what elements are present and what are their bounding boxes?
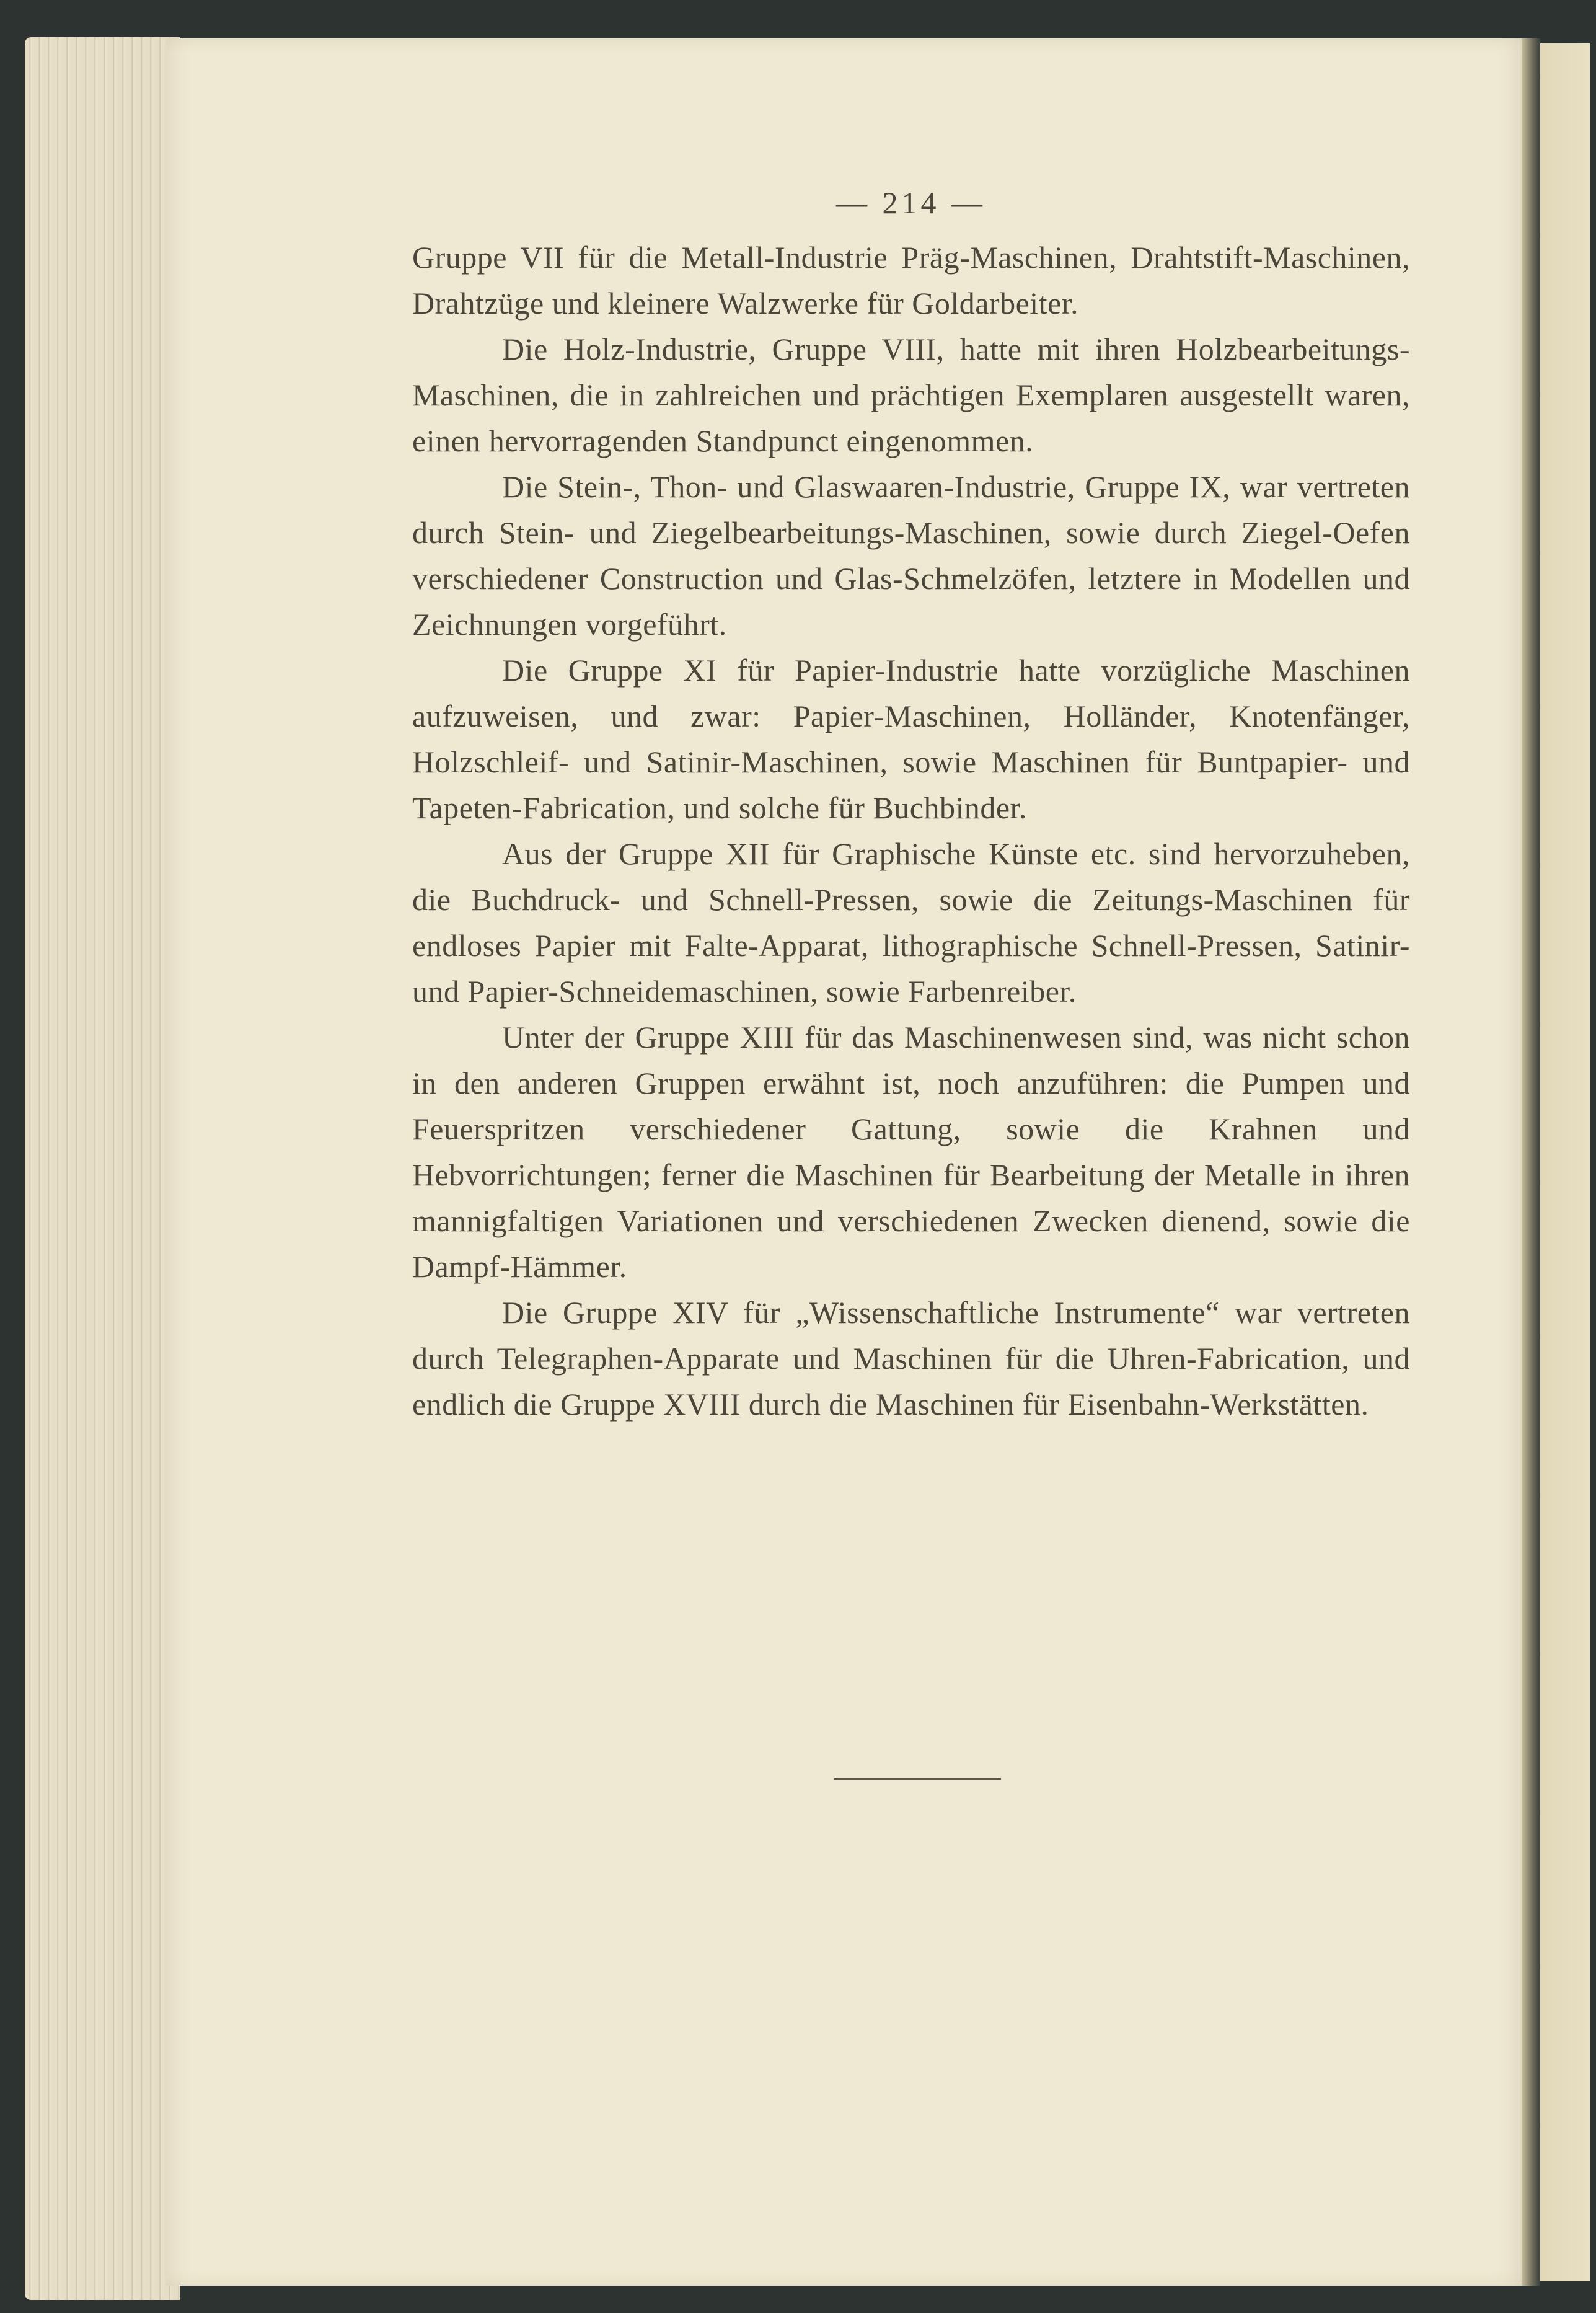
page-number: — 214 —	[836, 185, 986, 220]
paragraph-7: Die Gruppe XIV für „Wissenschaftliche Instrumente“ war vertreten durch Telegraphen-Apparate und Maschinen für die Uhren-Fabrication, und endlich die Gruppe XVIII durch die Maschinen für Eisenbahn-Werkstätten.	[412, 1295, 1410, 1422]
paragraph-4: Die Gruppe XI für Papier-Industrie hatte vorzügliche Maschinen aufzuweisen, und zwar: Papier-Maschinen, Holländer, Knotenfänger, Holzschleif- und Satinir-Maschinen, sowie Maschinen für Buntpapier- und Tapeten-Fabrication, und solche für Buchbinder.	[412, 653, 1410, 825]
paragraph-2: Die Holz-Industrie, Gruppe VIII, hatte mit ihren Holzbearbeitungs-Maschinen, die in zahlreichen und prächtigen Exemplaren ausgestellt waren, einen hervorragenden Standpunct eingenommen.	[412, 332, 1410, 458]
paragraph-1: Gruppe VII für die Metall-Industrie Präg-Maschinen, Drahtstift-Maschinen, Drahtzüge und kleinere Walzwerke für Goldarbeiter.	[412, 240, 1410, 321]
page-text	[412, 180, 1410, 1427]
paragraph-5: Aus der Gruppe XII für Graphische Künste etc. sind hervorzuheben, die Buchdruck- und Schnell-Pressen, sowie die Zeitungs-Maschinen für endloses Papier mit Falte-Apparat, lithographische Schnell-Pressen, Satinir- und Papier-Schneidemaschinen, sowie Farbenreiber.	[412, 836, 1410, 1009]
section-end-rule	[834, 1778, 1001, 1780]
paragraph-3: Die Stein-, Thon- und Glaswaaren-Industrie, Gruppe IX, war vertreten durch Stein- und Ziegelbearbeitungs-Maschinen, sowie durch Ziegel-Oefen verschiedener Construction und Glas-Schmelzöfen, letztere in Modellen und Zeichnungen vorgeführt.	[412, 469, 1410, 642]
book-gutter	[1522, 38, 1540, 2286]
stacked-page-edges	[25, 37, 180, 2300]
facing-page-edge	[1540, 43, 1590, 2281]
paragraph-6: Unter der Gruppe XIII für das Maschinenwesen sind, was nicht schon in den anderen Gruppen erwähnt ist, noch anzuführen: die Pumpen und Feuerspritzen verschiedener Gattung, sowie die Krahnen und Hebvorrichtungen; ferner die Maschinen für Bearbeitung der Metalle in ihren mannigfaltigen Variationen und verschiedenen Zwecken dienend, sowie die Dampf-Hämmer.	[412, 1020, 1410, 1284]
